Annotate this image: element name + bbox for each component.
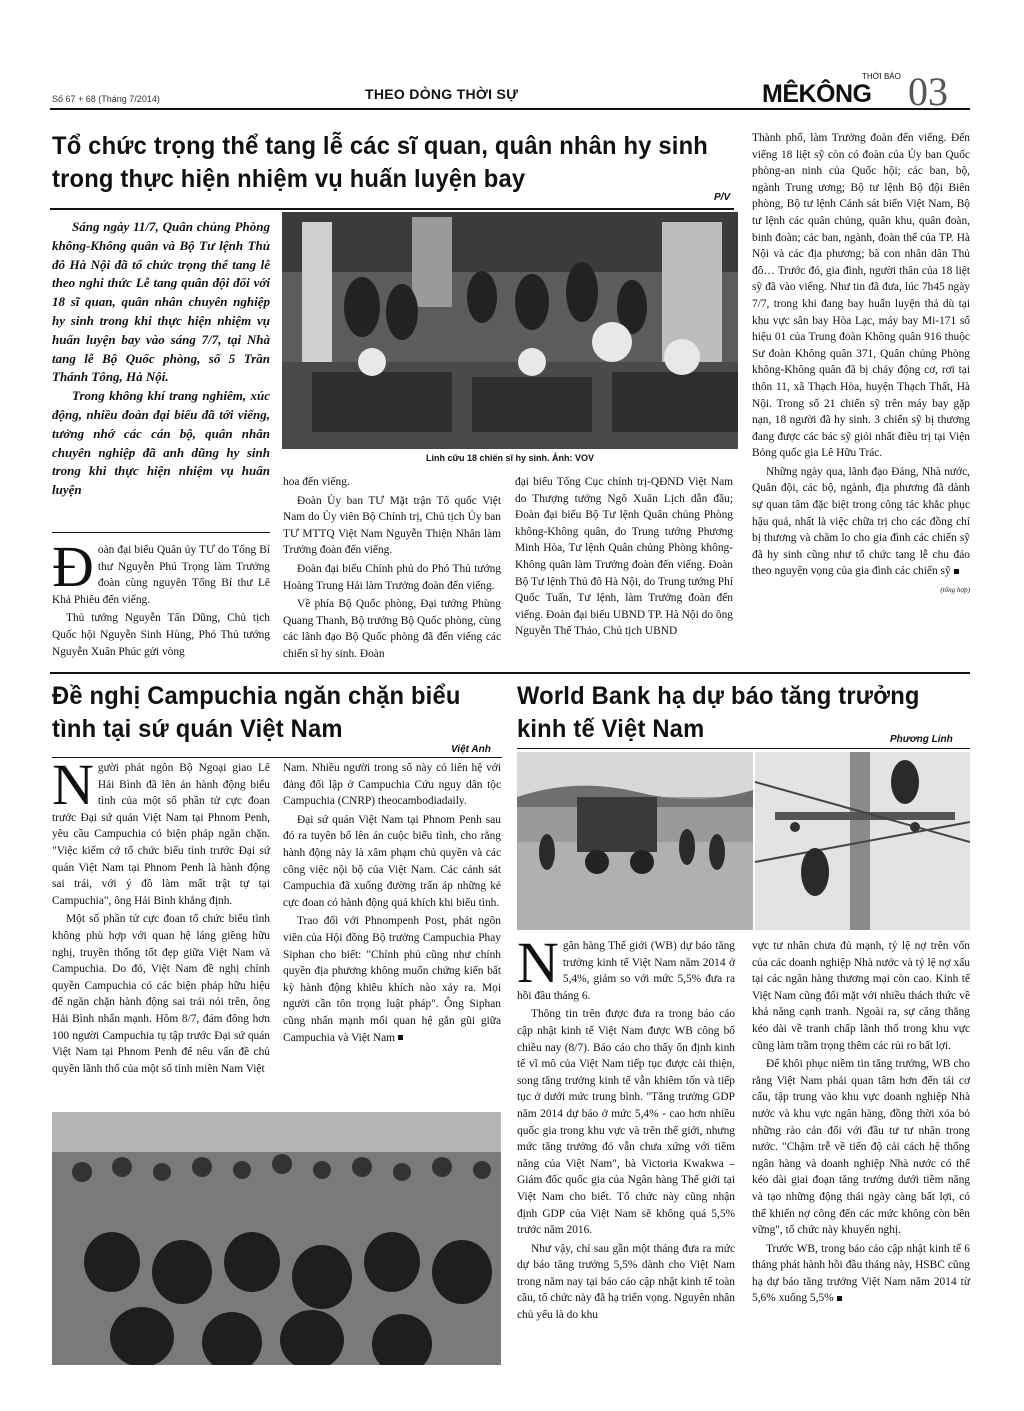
- article2-column-2: [283, 760, 501, 1048]
- article3-title-line1: World Bank hạ dự báo tăng trưởng: [517, 682, 920, 710]
- paragraph: vực tư nhân chưa đủ mạnh, tỷ lệ nợ trên vốn của các doanh nghiệp Nhà nước và tỷ lệ nợ xấu tại các ngân hàng thương mại còn cao. Kinh tế Việt Nam cũng đối mặt với nhiều thách thức về khả năng cạnh tranh. Ngoài ra, sự căng thẳng kéo dài về tranh chấp lãnh thổ trong khu vực cũng làm trầm trọng thêm các rủi ro bất lợi.: [752, 940, 970, 1052]
- paragraph: Thông tin trên được đưa ra trong báo cáo cập nhật kinh tế Việt Nam được WB công bố chiều nay (8/7). Báo cáo cho thấy ổn định kinh tế vĩ mô của Việt Nam tiếp tục được cải thiện, song tăng trưởng kinh tế vẫn khiêm tốn và tiếp tục ở dưới mức trung bình. "Tăng trưởng GDP năm 2014 dự báo ở mức 5,4% - cao hơn nhiều quốc gia trong khu vực và trên thế giới, nhưng mức tăng trưởng đó vẫn chưa xứng với tiềm năng của Việt Nam", bà Victoria Kwakwa – Giám đốc quốc gia của Ngân hàng Thế giới tại Việt Nam cho biết. Tổ chức này cũng nhận định GDP của Việt Nam sẽ không quá 5,5% trước năm 2016.: [517, 1008, 735, 1237]
- article1-column-1: [52, 534, 270, 662]
- paragraph: oàn đại biểu Quân ủy TƯ do Tổng Bí thư Nguyễn Phú Trọng làm Trưởng đoàn cùng nguyên Tổng Bí thư Lê Khả Phiêu đến viếng.: [52, 544, 270, 606]
- lead-divider: [52, 532, 270, 533]
- drop-cap: Đ: [52, 534, 94, 599]
- paragraph: gân hàng Thế giới (WB) dự báo tăng trưởng kinh tế Việt Nam năm 2014 ở 5,4%, giảm so với mức 5,5% đưa ra hồi đầu tháng 6.: [517, 940, 735, 1002]
- article2-column-1: [52, 752, 270, 1079]
- article1-title-line1: Tổ chức trọng thể tang lễ các sĩ quan, quân nhân hy sinh: [52, 132, 708, 160]
- paragraph: đại biểu Tổng Cục chính trị-QĐND Việt Nam do Thượng tướng Ngô Xuân Lịch dẫn đầu; Đoàn đại biểu Bộ Tư lệnh Quân chủng Phòng không-Không quân, do Trung tướng Phương Minh Hòa, Tư lệnh Quân chủng Phòng không-Không quân làm Trưởng đoàn đến viếng. Đoàn Bộ Tư lệnh Thủ đô Hà Nội, do Trung tướng Phí Quốc Tuấn, Tư lệnh, làm Trưởng đoàn đến viếng. Đoàn đại biểu UBND TP. Hà Nội do ông Nguyễn Thế Thảo, Chủ tịch UBND: [515, 476, 733, 638]
- paragraph: Như vậy, chỉ sau gần một tháng đưa ra mức dự báo tăng trưởng 5,5% dành cho Việt Nam trong năm nay tại báo cáo cập nhật kinh tế toàn cầu, tổ chức này đã hạ triển vọng. Nguyên nhân chủ yếu là do khu: [517, 1242, 735, 1322]
- section-title: THEO DÒNG THỜI SỰ: [365, 86, 519, 102]
- paragraph: Thủ tướng Nguyễn Tấn Dũng, Chủ tịch Quốc hội Nguyễn Sinh Hùng, Phó Thủ tướng Nguyễn Xuân Phúc gửi vòng: [52, 612, 270, 658]
- paragraph: Những ngày qua, lãnh đạo Đảng, Nhà nước, Quân đội, các bộ, ngành, địa phương đã dành sự quan tâm đặc biệt trong công tác khắc phục hậu quả, nhất là việc chữa trị cho các đồng chí bị thương và chăm lo cho gia đình các chiến sỹ đã hy sinh cũng như tổ chức tang lễ chu đáo theo nguyện vọng của gia đình các chiến sỹ: [752, 465, 970, 578]
- article2-rule: [52, 757, 502, 758]
- paragraph: Để khôi phục niềm tin tăng trưởng, WB cho rằng Việt Nam phải quan tâm hơn đến tái cơ cấu, tập trung vào khu vực doanh nghiệp Nhà nước và khu vực ngân hàng, đồng thời xóa bỏ những rào cản đối với đầu tư tư nhân trong nước. "Chậm trễ về tiến độ cải cách hệ thống ngân hàng và doanh nghiệp Nhà nước có thể kéo dài giai đoạn tăng trưởng dưới tiềm năng và tạo những động thái ngày càng bất lợi, có thể khiến nợ công đến các mức không còn bền vững", tổ chức này khuyến nghị.: [752, 1058, 970, 1237]
- drop-cap: N: [52, 752, 94, 817]
- article3-rule: [517, 748, 970, 749]
- funeral-photo-caption: Linh cữu 18 chiến sĩ hy sinh. Ảnh: VOV: [425, 453, 595, 463]
- article1-column-3: [515, 474, 733, 642]
- end-mark: [398, 1035, 403, 1040]
- article3-column-1: [517, 930, 735, 1326]
- end-mark: [954, 569, 959, 574]
- paragraph: Một số phần tử cực đoan tổ chức biểu tình không phù hợp với quan hệ láng giềng hữu nghị, truyền thống tốt đẹp giữa Việt Nam và Campuchia. Do đó, Việt Nam đề nghị chính quyền Campuchia có các biện pháp hữu hiệu để ngăn chặn hành động sai trái nói trên, ông Hải Bình nhấn mạnh. Hôm 8/7, đám đông hơn 100 người Campuchia tụ tập trước Đại sứ quán Việt Nam tại Phnom Penh để nêu vấn đề chủ quyền lãnh thổ của một số tỉnh miền Nam Việt: [52, 913, 270, 1075]
- paragraph: Đoàn Ủy ban TƯ Mặt trận Tổ quốc Việt Nam do Ủy viên Bộ Chính trị, Chủ tịch Ủy ban TƯ MTTQ Việt Nam Nguyễn Thiện Nhân làm Trưởng đoàn đến viếng.: [283, 494, 501, 557]
- article1-byline: P/V: [714, 192, 731, 203]
- article1-title: [52, 130, 717, 196]
- article3-title: [517, 680, 954, 746]
- article2-title-line2: tình tại sứ quán Việt Nam: [52, 715, 343, 743]
- power-pole-photo: [755, 752, 970, 930]
- page-number: 03: [908, 69, 948, 114]
- funeral-photo: [282, 212, 738, 449]
- article1-column-2: [283, 474, 501, 665]
- article2-title: [52, 680, 489, 746]
- paragraph: hoa đến viếng.: [283, 476, 350, 488]
- paragraph: Đoàn đại biểu Chính phủ do Phó Thủ tướng Hoàng Trung Hải làm Trưởng đoàn đến viếng.: [283, 562, 501, 592]
- article1-title-line2: trong thực hiện nhiệm vụ huấn luyện bay: [52, 165, 526, 193]
- end-mark: [837, 1296, 842, 1301]
- lead-paragraph-1: Sáng ngày 11/7, Quân chủng Phòng không-Không quân và Bộ Tư lệnh Thủ đô Hà Nội đã tổ chức trọng thể tang lễ theo nghi thức Lễ tang quân đội đối với 18 sĩ quan, quân nhân chuyên nghiệp hy sinh trong khi thực hiện nhiệm vụ huấn luyện bay vào sáng 7/7, tại Nhà tang lễ Bộ Quốc phòng, số 5 Trần Thánh Tông, Hà Nội.: [52, 219, 270, 385]
- paragraph: Trước WB, trong báo cáo cập nhật kinh tế 6 tháng phát hành hồi đầu tháng này, HSBC cũng hạ dự báo tăng trưởng Việt Nam năm 2014 từ 5,6% xuống 5,5%: [752, 1242, 970, 1305]
- header-rule: [50, 108, 970, 110]
- paragraph: gười phát ngôn Bộ Ngoại giao Lê Hải Bình đã lên án hành động biểu tình của một số phần tử cực đoan trước Đại sứ quán Việt Nam tại Phnom Penh, yêu cầu Campuchia có biện pháp ngăn chặn. "Việc kiếm cớ tổ chức biểu tình trước Đại sứ quán Việt Nam tại Phnom Penh là hành động sai trái, với ý đồ làm mất trật tự tại Campuchia", ông Hải Bình khẳng định.: [52, 762, 270, 907]
- protest-photo: [52, 1112, 501, 1365]
- paragraph: Nam. Nhiều người trong số này có liên hệ với đảng đối lập ở Campuchia Cứu nguy dân tộc Campuchia (CNRP) theocambodiadaily.: [283, 762, 501, 808]
- brand-name: MÊKÔNG: [762, 80, 872, 108]
- article2-byline: Việt Anh: [451, 744, 491, 755]
- paragraph: Về phía Bộ Quốc phòng, Đại tướng Phùng Quang Thanh, Bộ trưởng Bộ Quốc phòng, cùng các lãnh đạo Bộ Quốc phòng đã đến viếng các chiến sĩ hy sinh. Đoàn: [283, 598, 501, 660]
- brand-small: THỜI BÁO: [862, 72, 901, 81]
- paragraph: Trao đổi với Phnompenh Post, phát ngôn viên của Hội đồng Bộ trưởng Campuchia Phay Siphan cho biết: "Chính phủ cũng như chính quyền địa phương không muốn chứng kiến bất kỳ hành động khiêu khích nào xảy ra. Mọi người cần tôn trọng luật pháp". Ông Siphan cũng nhấn mạnh mối quan hệ gắn gũi giữa Campuchia và Việt Nam: [283, 915, 501, 1044]
- drop-cap: N: [517, 930, 559, 995]
- article1-rule: [50, 208, 734, 210]
- article2-title-line1: Đề nghị Campuchia ngăn chặn biểu: [52, 682, 461, 710]
- paragraph: Đại sứ quán Việt Nam tại Phnom Penh sau đó ra tuyên bố lên án cuộc biểu tình, cho rằng hành động này là xâm phạm chủ quyền và các công việc nội bộ của Việt Nam. Các cảnh sát Campuchia đã xuống đường trấn áp những kẻ cực đoan có hành động quá khích khi biểu tình.: [283, 813, 501, 909]
- article3-column-2: [752, 938, 970, 1309]
- masthead: [762, 69, 962, 114]
- article1-source: (tổng hợp): [940, 586, 970, 595]
- article1-lead: [52, 218, 270, 500]
- article3-title-line2: kinh tế Việt Nam: [517, 715, 705, 743]
- harvest-photo: [517, 752, 753, 930]
- section-rule: [50, 672, 970, 674]
- issue-number: Số 67 + 68 (Tháng 7/2014): [52, 94, 160, 104]
- lead-paragraph-2: Trong không khí trang nghiêm, xúc động, nhiều đoàn đại biểu đã tới viếng, tưởng nhớ các cán bộ, quân nhân chuyên nghiệp đã anh dũng hy sinh trong khi thực hiện nhiệm vụ huấn luyện: [52, 388, 270, 498]
- paragraph: Thành phố, làm Trưởng đoàn đến viếng. Đến viếng 18 liệt sỹ còn có đoàn của Ủy ban Quốc phòng-an ninh của Quốc hội; các ban, bộ, ngành Trung ương; Bộ tư lệnh Bộ đội Biên phòng, Bộ tư lệnh Cảnh sát biển Việt Nam, Bộ tư lệnh các quân chủng, quân khu, quân đoàn, binh đoàn; các ban, ngành, đoàn thể của TP. Hà Nội và các địa phương; bà con nhân dân Thủ đô… Trước đó, gia đình, người thân của 18 liệt sỹ đã vào viếng. Như tin đã đưa, lúc 7h45 ngày 7/7, trong khi đang bay huấn luyện thả dù tại khu vực sân bay Hòa Lạc, máy bay Mi-171 số hiệu 01 của Trung đoàn Không quân 916 thuộc Sư đoàn Không quân 371, Quân chủng Phòng không-Không quân đã bị cháy động cơ, rơi tại thôn 11, xã Thạch Hòa, huyện Thạch Thất, Hà Nội. Trong số 21 chiến sỹ trên máy bay gặp nạn, 18 người đã hy sinh. 3 chiến sỹ bị thương đang được các bác sỹ giỏi nhất điều trị tại Viện Bỏng quốc gia Lê Hữu Trác.: [752, 132, 970, 460]
- article1-column-4: [752, 130, 970, 599]
- article3-byline: Phương Linh: [890, 734, 953, 745]
